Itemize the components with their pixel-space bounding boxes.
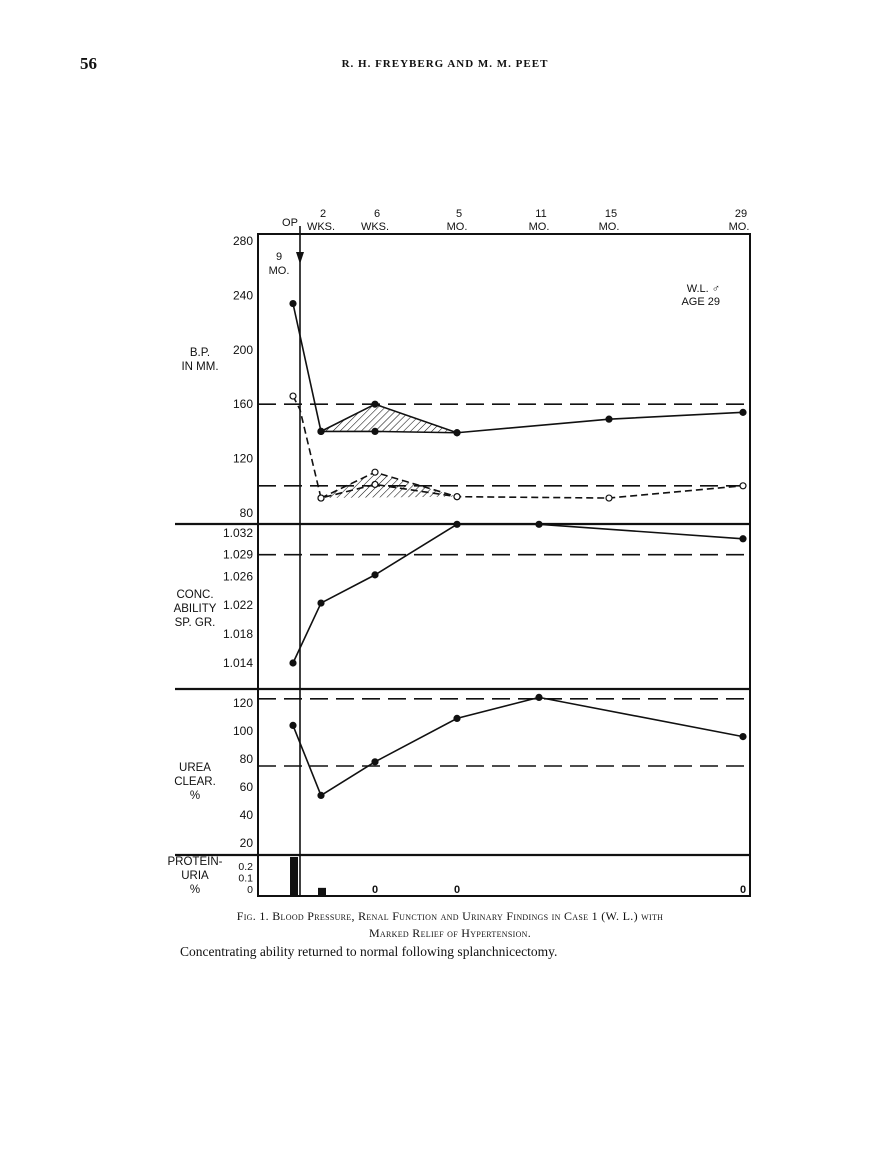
time-label-11mo-top: 11 <box>535 208 547 220</box>
time-label-29mo-bottom: MO. <box>728 221 750 233</box>
time-label-op: OP <box>282 217 298 229</box>
conc-tick-label-3: 1.026 <box>222 569 253 584</box>
urea-point-0-pre <box>290 722 296 728</box>
protein-bar-2wks <box>318 888 326 896</box>
page-number: 56 <box>80 54 97 73</box>
urea-point-0-2wks <box>318 792 324 798</box>
conc-point-0-5mo <box>454 521 460 527</box>
urea-tick-label-2: 60 <box>239 780 253 794</box>
bp-point-2-15mo <box>606 495 612 501</box>
urea-point-0-6wks <box>372 759 378 765</box>
bp-tick-label-2: 160 <box>232 397 253 412</box>
bp-point-1-5mo <box>454 430 460 436</box>
prot-tick-label-0: 0 <box>247 884 253 896</box>
conc-tick-label-1: 1.018 <box>222 627 253 642</box>
bp-tick-label-3: 200 <box>232 342 253 357</box>
bp-point-2-pre <box>290 393 296 399</box>
prot-tick-label-1: 0.1 <box>238 872 253 885</box>
protein-bar-op <box>290 857 298 896</box>
conc-point-0-29mo <box>740 536 746 542</box>
figure-note: Concentrating ability returned to normal following splanchnicectomy. <box>180 944 558 959</box>
time-label-5mo-top: 5 <box>455 208 463 220</box>
prot-tick-label-2: 0.2 <box>238 861 253 873</box>
plot-frame <box>258 234 750 896</box>
conc-tick-label-0: 1.014 <box>222 656 253 670</box>
urea-tick-label-3: 80 <box>239 752 253 766</box>
running-head: R. H. FREYBERG AND M. M. PEET <box>341 58 549 70</box>
bp-point-0-29mo <box>740 409 746 415</box>
bp-point-0-15mo <box>606 416 612 422</box>
urea-tick-label-4: 100 <box>232 724 253 738</box>
urea-axis-label-1: CLEAR. <box>174 776 216 788</box>
conc-tick-label-5: 1.032 <box>222 526 253 540</box>
bp-tick-label-0: 80 <box>239 506 253 520</box>
conc-point-0-6wks <box>372 572 378 578</box>
conc-series-line-0 <box>293 524 743 663</box>
urea-tick-label-0: 20 <box>239 836 253 850</box>
time-label-11mo-bottom: MO. <box>528 221 550 233</box>
bp-tick-label-5: 280 <box>232 234 253 248</box>
conc-point-0-11mo <box>536 521 542 527</box>
urea-point-0-29mo <box>740 734 746 740</box>
urea-axis-label-2: % <box>189 790 201 802</box>
bp-axis-label-1: IN MM. <box>181 361 219 373</box>
bp-point-3-5mo <box>454 494 460 500</box>
urea-axis-label-0: UREA <box>179 762 211 774</box>
bp-point-1-2wks <box>318 428 324 434</box>
bp-point-0-pre <box>290 301 296 307</box>
time-label-2wks-top: 2 <box>319 208 327 220</box>
time-label-5mo-bottom: MO. <box>446 221 468 233</box>
conc-axis-label-0: CONC. <box>176 589 214 601</box>
conc-axis-label-1: ABILITY <box>173 603 217 615</box>
prot-axis-label-1: URIA <box>181 870 209 882</box>
bp-axis-label-0: B.P. <box>189 347 211 359</box>
time-label-15mo-bottom: MO. <box>598 221 620 233</box>
conc-point-0-pre <box>290 660 296 666</box>
patient-label-0: W.L. ♂ <box>686 283 720 295</box>
conc-tick-label-2: 1.022 <box>222 598 253 613</box>
bp-tick-label-4: 240 <box>232 288 253 303</box>
protein-zero-marker-5mo: 0 <box>453 884 461 896</box>
urea-tick-label-1: 40 <box>239 808 253 822</box>
bp-point-3-2wks <box>318 495 324 501</box>
conc-point-0-2wks <box>318 600 324 606</box>
prot-axis-label-0: PROTEIN- <box>167 856 223 868</box>
operation-arrow <box>296 252 304 264</box>
protein-zero-marker-29mo: 0 <box>739 884 747 896</box>
time-label-15mo-top: 15 <box>604 208 618 220</box>
figure-caption <box>150 908 750 942</box>
caption-line-1: Fig. 1. Blood Pressure, Renal Function and Urinary Findings in Case 1 (W. L.) with <box>236 909 664 923</box>
urea-point-0-11mo <box>536 694 542 700</box>
time-label-6wks-bottom: WKS. <box>360 221 390 233</box>
time-label-pre-top: 9 <box>275 251 283 263</box>
urea-tick-label-5: 120 <box>232 696 253 710</box>
bp-point-1-6wks <box>372 401 378 407</box>
urea-series-line-0 <box>293 697 743 795</box>
conc-axis-label-2: SP. GR. <box>174 617 216 629</box>
time-label-2wks-bottom: WKS. <box>306 221 336 233</box>
time-label-29mo-top: 29 <box>734 208 748 220</box>
caption-line-2: Marked Relief of Hypertension. <box>368 926 532 940</box>
urea-point-0-5mo <box>454 715 460 721</box>
patient-label-1: AGE 29 <box>681 296 720 308</box>
prot-axis-label-2: % <box>189 884 201 896</box>
time-label-6wks-top: 6 <box>373 208 381 220</box>
protein-zero-marker-6wks: 0 <box>371 884 379 896</box>
bp-point-3-6wks <box>372 469 378 475</box>
bp-tick-label-1: 120 <box>232 451 253 466</box>
conc-tick-label-4: 1.029 <box>222 547 253 562</box>
time-label-pre-bottom: MO. <box>268 265 290 277</box>
bp-point-2-29mo <box>740 483 746 489</box>
